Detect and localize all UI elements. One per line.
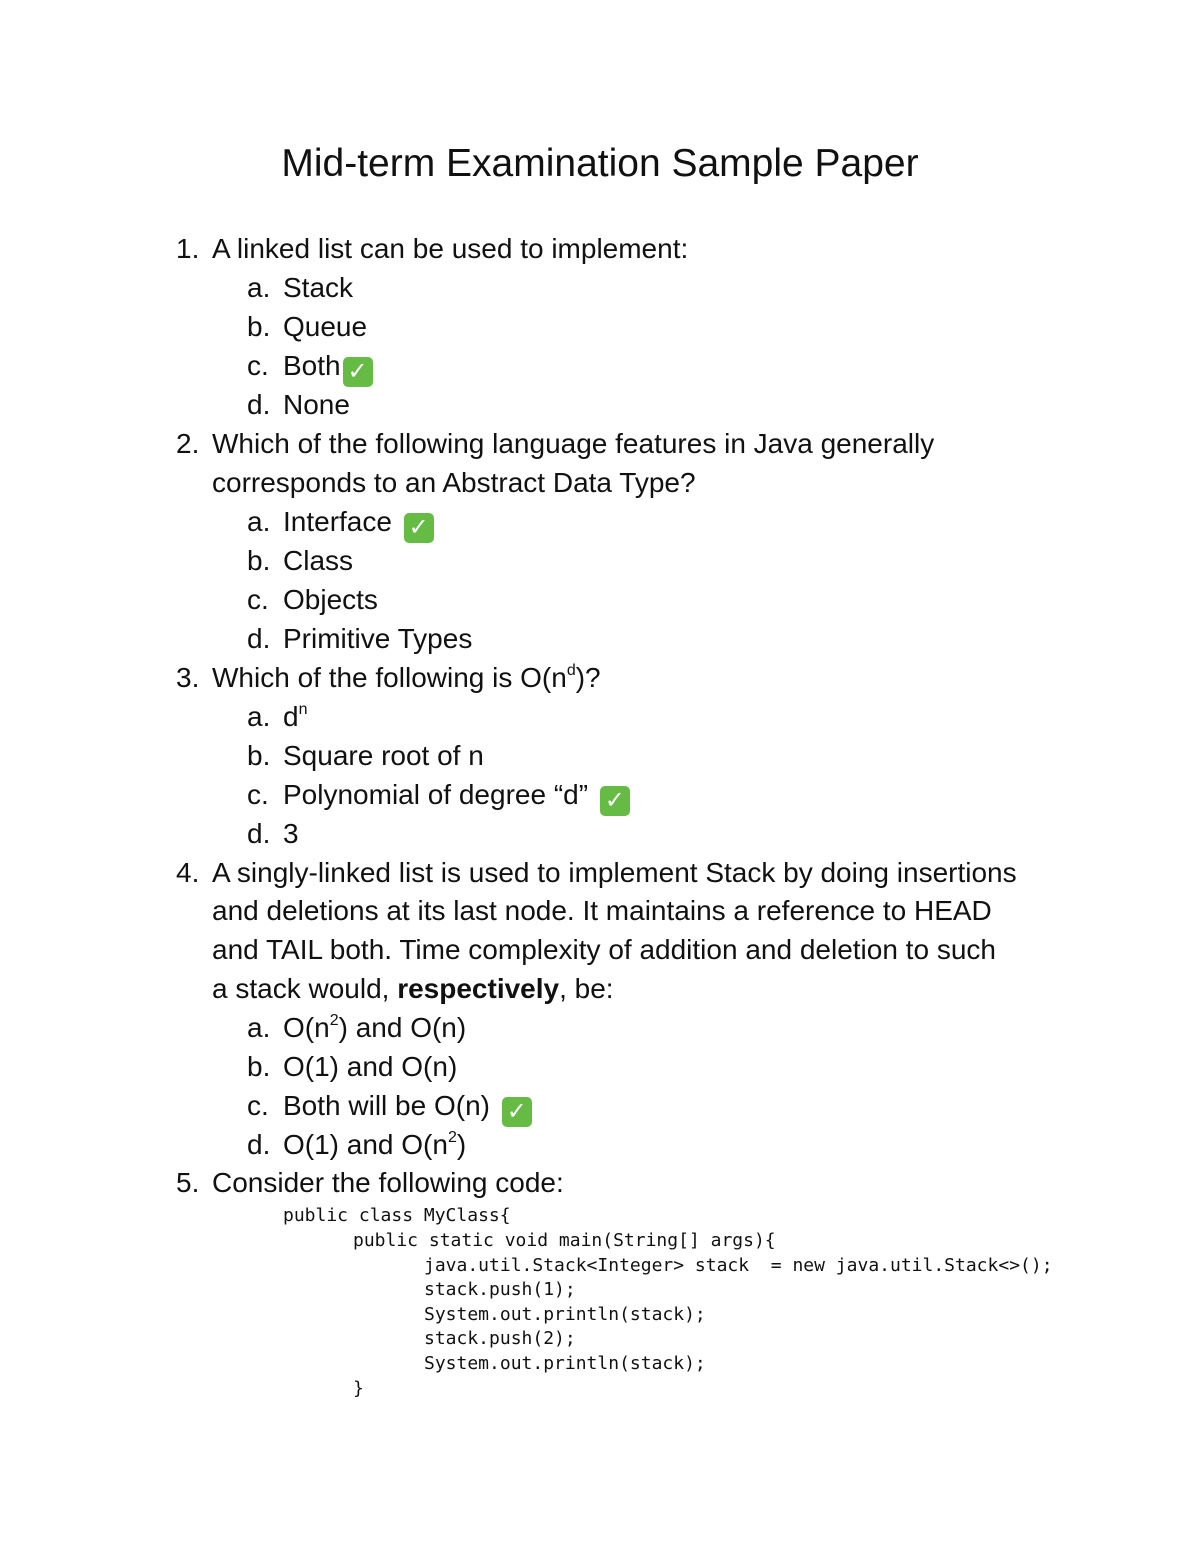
option-1a [247, 269, 353, 308]
question-text-line-1: Which of the following language features in Java generally [212, 428, 935, 459]
option-text-pre: O(n [283, 1012, 330, 1043]
option-text: Polynomial of degree “d” [283, 779, 589, 810]
option-letter: d. [247, 389, 271, 420]
code-line-1: public class MyClass{ [283, 1205, 511, 1226]
option-letter: c. [247, 350, 269, 381]
option-letter: b. [247, 311, 271, 342]
question-number: 3. [176, 662, 200, 693]
text-post: , be: [559, 973, 614, 1004]
option-text: Queue [283, 311, 368, 342]
option-letter: c. [247, 779, 269, 810]
option-text-post: ) and O(n) [338, 1012, 467, 1043]
option-text-post: ) [456, 1129, 467, 1160]
option-text: Objects [283, 584, 378, 615]
option-text: Primitive Types [283, 623, 473, 654]
option-text: Both will be O(n) [283, 1090, 490, 1121]
code-line-5: System.out.println(stack); [424, 1304, 706, 1325]
question-text-line-1: A singly-linked list is used to implement Stack by doing insertions [212, 857, 1017, 888]
option-letter: a. [247, 506, 271, 537]
question-number: 5. [176, 1167, 200, 1198]
option-letter: a. [247, 1012, 271, 1043]
superscript: 2 [329, 1012, 339, 1029]
code-line-3: java.util.Stack<Integer> stack = new java.util.Stack<>(); [424, 1255, 1053, 1276]
option-letter: d. [247, 818, 271, 849]
option-3d [247, 815, 299, 854]
option-letter: c. [247, 1090, 269, 1121]
option-text: O(1) and O(n) [283, 1051, 458, 1082]
option-3a [247, 698, 307, 737]
option-text: Stack [283, 272, 354, 303]
code-line-2: public static void main(String[] args){ [353, 1230, 776, 1251]
option-1d [247, 386, 350, 425]
option-letter: b. [247, 740, 271, 771]
check-mark-icon: ✓ [502, 1097, 532, 1127]
option-letter: c. [247, 584, 269, 615]
option-letter: d. [247, 623, 271, 654]
option-text: Interface [283, 506, 392, 537]
option-text: Class [283, 545, 354, 576]
superscript: n [298, 701, 308, 718]
question-number: 1. [176, 233, 200, 264]
superscript: 2 [447, 1129, 457, 1146]
code-line-8: } [353, 1378, 364, 1399]
option-3b [247, 737, 484, 776]
option-text-pre: O(1) and O(n [283, 1129, 448, 1160]
option-4b [247, 1048, 457, 1087]
option-3c [247, 776, 630, 816]
option-letter: b. [247, 1051, 271, 1082]
code-line-6: stack.push(2); [424, 1328, 576, 1349]
option-1c [247, 347, 373, 387]
option-text: None [283, 389, 350, 420]
question-text-line-3: and TAIL both. Time complexity of addition and deletion to such [212, 934, 996, 965]
option-letter: b. [247, 545, 271, 576]
code-line-4: stack.push(1); [424, 1279, 576, 1300]
option-text: Square root of n [283, 740, 484, 771]
option-4d [247, 1126, 466, 1165]
question-text: Consider the following code: [212, 1167, 564, 1198]
option-text: Both [283, 350, 341, 381]
option-4c [247, 1087, 532, 1127]
question-text-pre: Which of the following is O(n [212, 662, 567, 693]
option-letter: d. [247, 1129, 271, 1160]
option-2c [247, 581, 378, 620]
check-mark-icon: ✓ [343, 357, 373, 387]
option-letter: a. [247, 701, 271, 732]
option-letter: a. [247, 272, 271, 303]
bold-emphasis: respectively [397, 973, 560, 1004]
question-text-line-2: and deletions at its last node. It maintains a reference to HEAD [212, 895, 992, 926]
option-1b [247, 308, 367, 347]
option-2d [247, 620, 472, 659]
option-2b [247, 542, 353, 581]
check-mark-icon: ✓ [600, 786, 630, 816]
option-4a [247, 1009, 466, 1048]
question-number: 4. [176, 857, 200, 888]
page-title: Mid-term Examination Sample Paper [281, 142, 919, 185]
question-text: A linked list can be used to implement: [212, 233, 689, 264]
code-line-7: System.out.println(stack); [424, 1353, 706, 1374]
question-text-post: )? [575, 662, 601, 693]
option-text: d [283, 701, 299, 732]
check-mark-icon: ✓ [404, 513, 434, 543]
option-2a [247, 503, 434, 543]
question-text-line-2: corresponds to an Abstract Data Type? [212, 467, 696, 498]
question-text-line-4 [212, 970, 614, 1009]
option-text: 3 [283, 818, 299, 849]
question-text [212, 659, 601, 698]
text-pre: a stack would, [212, 973, 398, 1004]
superscript: d [566, 662, 576, 679]
question-number: 2. [176, 428, 200, 459]
